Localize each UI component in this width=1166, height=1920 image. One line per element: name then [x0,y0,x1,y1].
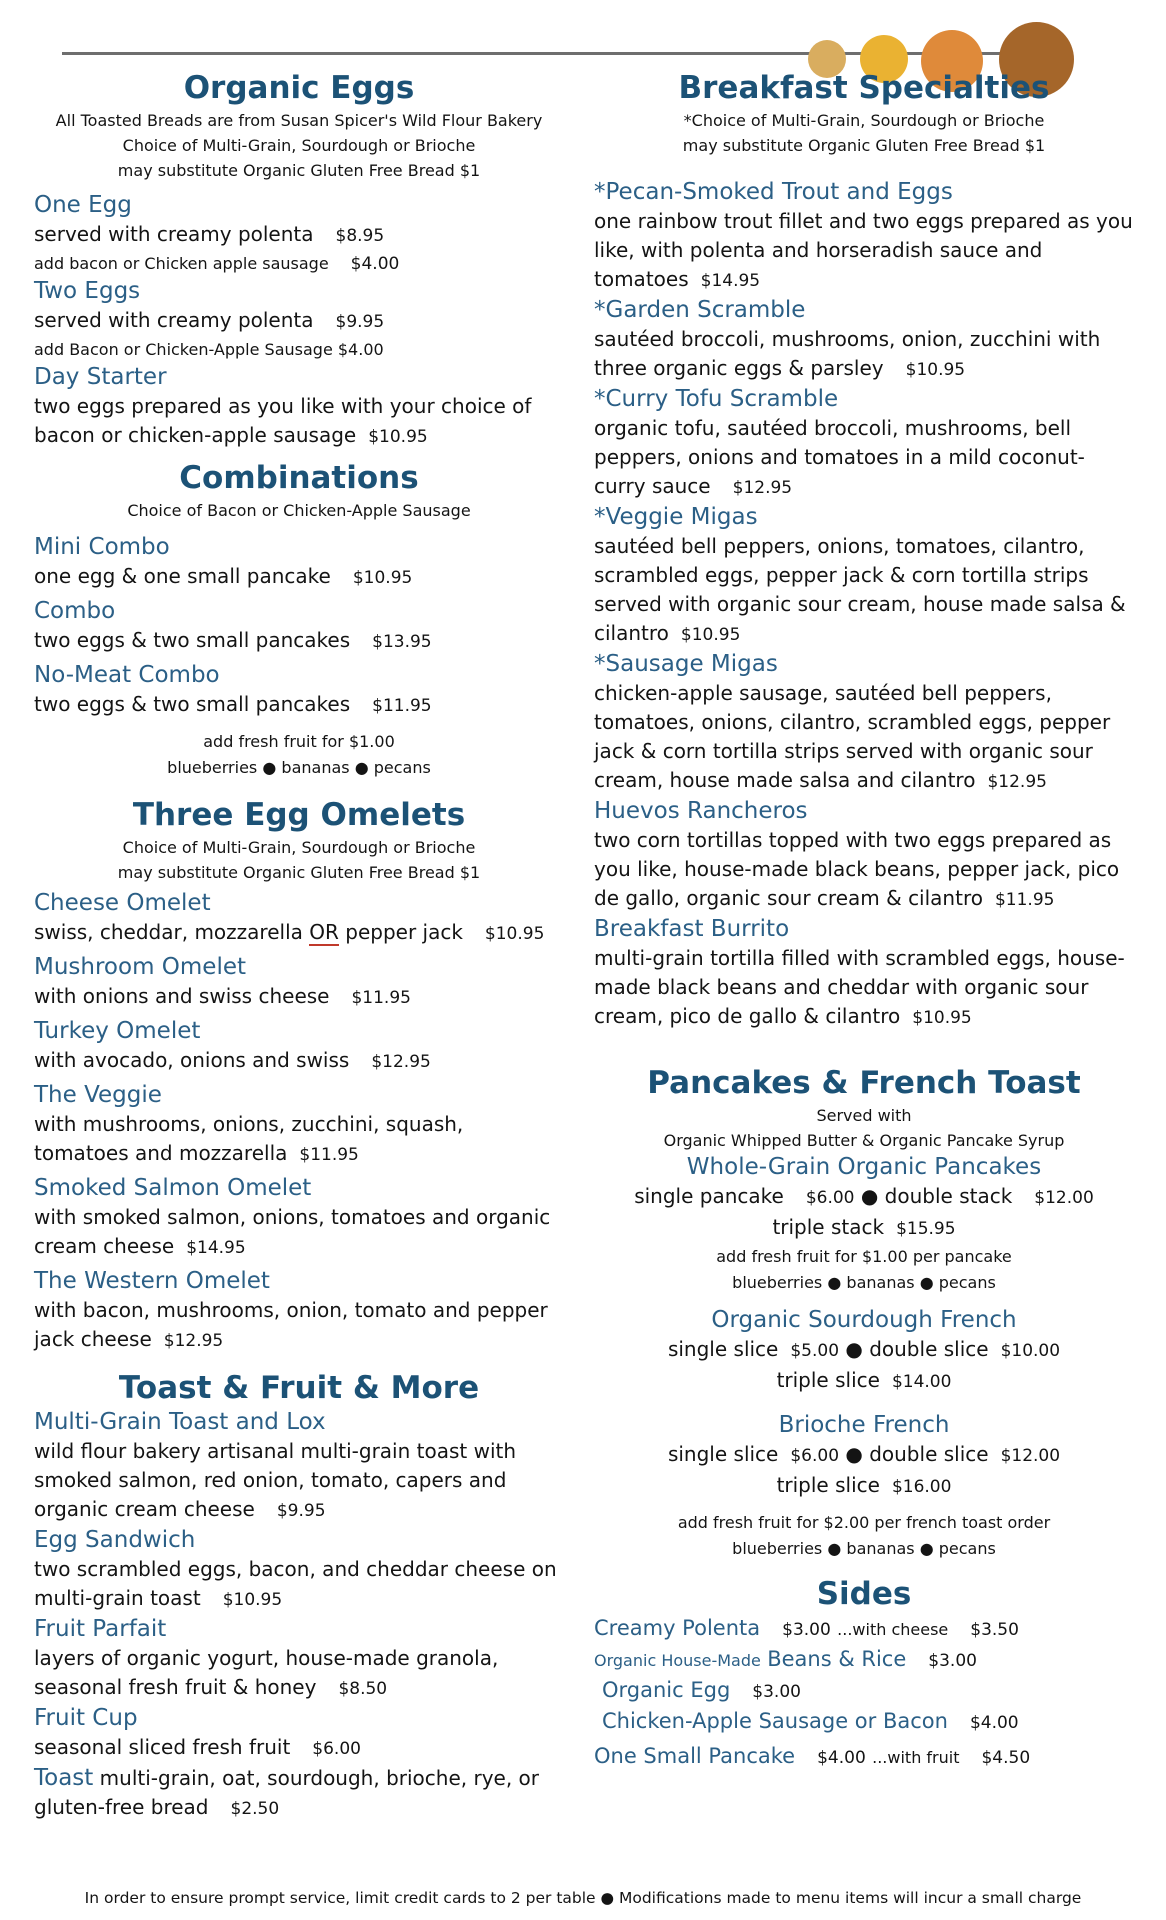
price: $12.95 [163,1331,224,1351]
price: $11.95 [994,890,1055,910]
section-title: Breakfast Specialties [678,70,1050,106]
menu-item-desc: served with creamy polenta $8.95 [34,222,385,246]
section-note: Served with [816,1106,912,1125]
section-toast-fruit-more [34,1368,564,1824]
menu-item-name: Cheese Omelet [34,890,211,916]
price-line: triple slice $14.00 [776,1368,952,1392]
side-item: One Small Pancake $4.00 ...with fruit $4.50 [594,1744,1031,1768]
section-title: Combinations [179,460,419,496]
menu-item-desc: with mushrooms, onions, zucchini, squash, tomatoes and mozzarella $11.95 [34,1112,464,1165]
menu-item-name: Day Starter [34,364,167,390]
menu-item-desc: with smoked salmon, onions, tomatoes and organic cream cheese $14.95 [34,1205,551,1258]
left-column [34,68,564,1824]
menu-item-name: No-Meat Combo [34,662,220,688]
section-note: Choice of Multi-Grain, Sourdough or Brioche [122,136,476,155]
section-title: Pancakes & French Toast [647,1065,1081,1101]
section-breakfast-specialties [594,68,1134,1033]
price: $8.50 [338,1679,388,1699]
menu-item-name: Mushroom Omelet [34,954,247,980]
menu-item-desc: multi-grain tortilla filled with scrambled eggs, house-made black beans and cheddar with organic sour cream, pico de gallo & cilantro $10.95 [594,946,1125,1028]
menu-item-desc: Toast multi-grain, oat, sourdough, brioche, rye, or gluten-free bread $2.50 [34,1765,540,1819]
price: $11.95 [351,988,411,1008]
price: $10.95 [680,625,741,645]
footer-note: In order to ensure prompt service, limit credit cards to 2 per table ● Modifications made to menu items will incur a small charge [84,1889,1082,1907]
menu-item-desc: chicken-apple sausage, sautéed bell peppers, tomatoes, onions, cilantro, scrambled eggs, pepper jack & corn tortilla strips served with organic sour cream, house made salsa and cilantro $12.95 [594,681,1111,792]
price-line: single slice $6.00 ● double slice $12.00 [667,1442,1061,1466]
menu-item-addon: add bacon or Chicken apple sausage $4.00 [34,254,400,274]
menu-item-desc: two scrambled eggs, bacon, and cheddar cheese on multi-grain toast $10.95 [34,1557,557,1610]
section-title: Organic Eggs [183,70,415,106]
section-note: may substitute Organic Gluten Free Bread $1 [117,161,481,180]
section-note: may substitute Organic Gluten Free Bread $1 [117,863,481,882]
price: $11.95 [299,1145,359,1165]
price: $10.95 [352,568,413,588]
bullet-icon: ● [845,1442,863,1466]
menu-item-name: Two Eggs [34,278,141,304]
price: $4.00 [350,254,400,274]
menu-item-name: Toast [34,1765,94,1791]
menu-item-desc: swiss, cheddar, mozzarella OR pepper jack $10.95 [34,920,545,944]
menu-item-desc: seasonal sliced fresh fruit $6.00 [34,1735,361,1759]
price: $12.95 [987,772,1047,792]
menu-item-desc: one egg & one small pancake $10.95 [34,564,413,588]
menu-item-name: *Veggie Migas [594,504,758,530]
price: $6.00 [312,1739,361,1759]
section-pancakes-french-toast [594,1063,1134,1562]
menu-item-name: Smoked Salmon Omelet [34,1175,312,1201]
menu-item-desc: two corn tortillas topped with two eggs prepared as you like, house-made black beans, pepper jack, pico de gallo, organic sour cream & cilantro $11.95 [594,828,1120,910]
fruit-options: blueberries ● bananas ● pecans [732,1539,996,1558]
section-note: may substitute Organic Gluten Free Bread $1 [682,136,1046,155]
menu-item-desc: two eggs & two small pancakes $13.95 [34,628,432,652]
menu-item-name: Huevos Rancheros [594,798,808,824]
menu-item-desc: with onions and swiss cheese $11.95 [34,984,411,1008]
section-note: Choice of Bacon or Chicken-Apple Sausage [127,501,471,520]
menu-item-desc: organic tofu, sautéed broccoli, mushrooms, bell peppers, onions and tomatoes in a mild coconut-curry sauce $12.95 [594,416,1085,498]
price-line: triple slice $16.00 [776,1473,952,1497]
fruit-addon: add fresh fruit for $1.00 [203,732,395,751]
bullet-icon: ● [845,1337,863,1361]
section-sides [594,1574,1134,1773]
price: $10.95 [368,427,428,447]
price: $9.95 [276,1501,326,1521]
fruit-addon: add fresh fruit for $1.00 per pancake [716,1247,1012,1266]
right-column [594,68,1134,1773]
menu-item-desc: served with creamy polenta $9.95 [34,308,385,332]
menu-item-desc: with avocado, onions and swiss $12.95 [34,1048,431,1072]
side-item: Creamy Polenta $3.00 ...with cheese $3.50 [594,1616,1019,1640]
price: $14.95 [186,1238,246,1258]
fruit-options: blueberries ● bananas ● pecans [732,1273,996,1292]
price: $13.95 [372,632,432,652]
menu-item-name: Turkey Omelet [34,1018,201,1044]
menu-item-name: *Pecan-Smoked Trout and Eggs [594,179,953,205]
menu-item-desc: sautéed broccoli, mushrooms, onion, zucchini with three organic eggs & parsley $10.95 [594,327,1101,380]
price-line: single slice $5.00 ● double slice $10.00 [667,1337,1061,1361]
section-note: Organic Whipped Butter & Organic Pancake Syrup [663,1131,1065,1150]
section-title: Toast & Fruit & More [118,1370,480,1406]
fruit-options: blueberries ● bananas ● pecans [167,758,431,777]
price: $10.95 [905,360,966,380]
side-item: Chicken-Apple Sausage or Bacon $4.00 [602,1709,1019,1733]
menu-item-desc: two eggs & two small pancakes $11.95 [34,692,432,716]
section-title: Three Egg Omelets [132,797,466,833]
price: $10.95 [912,1008,972,1028]
bullet-icon: ● [827,1273,842,1292]
bullet-icon: ● [262,758,277,777]
menu-item-name: *Sausage Migas [594,651,778,677]
menu-item-name: Combo [34,598,116,624]
menu-item-name: Whole-Grain Organic Pancakes [686,1154,1042,1180]
bullet-icon: ● [827,1539,842,1558]
menu-item-name: Organic Sourdough French [711,1307,1017,1333]
price: $12.95 [371,1052,431,1072]
menu-item-desc: wild flour bakery artisanal multi-grain toast with smoked salmon, red onion, tomato, capers and organic cream cheese $9.95 [34,1439,517,1521]
menu-item-name: Fruit Cup [34,1705,138,1731]
section-organic-eggs [34,68,564,452]
menu-item-name: *Garden Scramble [594,297,806,323]
menu-item-name: The Western Omelet [34,1268,270,1294]
menu-item-name: One Egg [34,192,132,218]
menu-item-desc: two eggs prepared as you like with your choice of bacon or chicken-apple sausage $10.95 [34,394,532,447]
menu-item-desc: layers of organic yogurt, house-made granola, seasonal fresh fruit & honey $8.50 [34,1646,499,1699]
price: $11.95 [372,696,432,716]
section-note: All Toasted Breads are from Susan Spicer's Wild Flour Bakery [55,111,543,130]
menu-item-addon: add Bacon or Chicken-Apple Sausage $4.00 [34,340,384,359]
menu-item-name: *Curry Tofu Scramble [594,386,839,412]
price: $9.95 [335,312,385,332]
section-combinations [34,458,564,781]
menu-item-name: Fruit Parfait [34,1616,167,1642]
price: $12.95 [732,478,793,498]
menu-item-desc: one rainbow trout fillet and two eggs prepared as you like, with polenta and horseradish sauce and tomatoes $14.95 [594,209,1133,291]
price: $14.95 [700,271,761,291]
menu-item-desc: sautéed bell peppers, onions, tomatoes, cilantro, scrambled eggs, pepper jack & corn tortilla strips served with organic sour cream, house made salsa & cilantro $10.95 [594,534,1126,645]
menu-item-name: Multi-Grain Toast and Lox [34,1409,326,1435]
side-item: Organic Egg $3.00 [602,1678,801,1702]
bullet-icon: ● [860,1184,879,1208]
section-three-egg-omelets [34,795,564,1356]
side-item: Organic House-Made Beans & Rice $3.00 [594,1647,977,1671]
menu-item-name: Brioche French [778,1412,950,1438]
section-note: Choice of Multi-Grain, Sourdough or Brioche [122,838,476,857]
fruit-addon: add fresh fruit for $2.00 per french toast order [677,1513,1051,1532]
bullet-icon: ● [919,1539,934,1558]
bullet-icon: ● [354,758,369,777]
price-line: triple stack $15.95 [772,1215,956,1239]
price: $2.50 [230,1799,280,1819]
menu-item-desc: with bacon, mushrooms, onion, tomato and pepper jack cheese $12.95 [34,1298,548,1351]
section-note: *Choice of Multi-Grain, Sourdough or Brioche [683,111,1045,130]
price: $10.95 [222,1590,283,1610]
bullet-icon: ● [919,1273,934,1292]
menu-item-name: Mini Combo [34,534,170,560]
price: $10.95 [484,924,545,944]
menu-item-name: The Veggie [34,1082,162,1108]
price-line: single pancake $6.00 ● double stack $12.00 [634,1184,1094,1208]
menu-item-name: Breakfast Burrito [594,916,790,942]
price: $8.95 [335,226,385,246]
section-title: Sides [816,1576,912,1612]
menu-item-name: Egg Sandwich [34,1527,196,1553]
